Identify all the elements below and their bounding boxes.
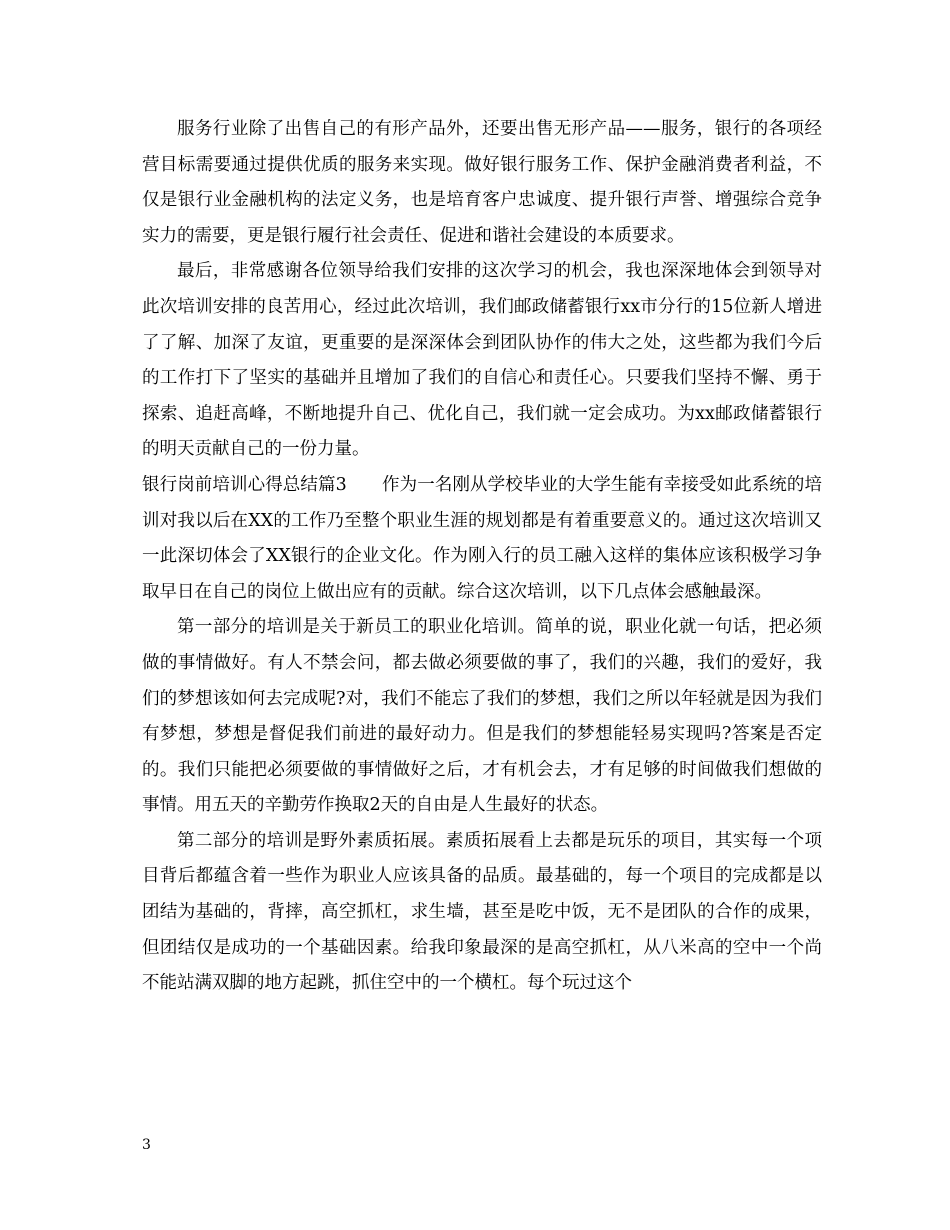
paragraph-professional-training: 第一部分的培训是关于新员工的职业化培训。简单的说，职业化就一句话，把必须做的事情做好。有人不禁会问，都去做必须要做的事了，我们的兴趣，我们的爱好，我们的梦想该如何去完成呢?对，我们不能忘了我们的梦想，我们之所以年轻就是因为我们有梦想，梦想是督促我们前进的最好动力。但是我们的梦想能轻易实现吗?答案是否定的。我们只能把必须要做的事情做好之后，才有机会去，才有足够的时间做我们想做的事情。用五天的辛勤劳作换取2天的自由是人生最好的状态。 [142, 617, 822, 816]
paragraph-part3-intro: 银行岗前培训心得总结篇3 作为一名刚从学校毕业的大学生能有幸接受如此系统的培训对我以后在XX的工作乃至整个职业生涯的规划都是有着重要意义的。通过这次培训又一此深切体会了XX银行的企业文化。作为刚入行的员工融入这样的集体应该积极学习争取早日在自己的岗位上做出应有的贡献。综合这次培训，以下几点体会感触最深。 [142, 474, 822, 602]
paragraph-outdoor-training: 第二部分的培训是野外素质拓展。素质拓展看上去都是玩乐的项目，其实每一个项目背后都蕴含着一些作为职业人应该具备的品质。最基础的，每一个项目的完成都是以团结为基础的，背摔，高空抓杠，求生墙，甚至是吃中饭，无不是团队的合作的成果，但团结仅是成功的一个基础因素。给我印象最深的是高空抓杠，从八米高的空中一个尚不能站满双脚的地方起跳，抓住空中的一个横杠。每个玩过这个 [142, 830, 822, 994]
paragraph-service-industry: 服务行业除了出售自己的有形产品外，还要出售无形产品——服务，银行的各项经营目标需要通过提供优质的服务来实现。做好银行服务工作、保护金融消费者利益，不仅是银行业金融机构的法定义务，也是培育客户忠诚度、提升银行声誉、增强综合竞争实力的需要，更是银行履行社会责任、促进和谐社会建设的本质要求。 [142, 119, 822, 246]
document-body [142, 112, 822, 1002]
page-number: 3 [142, 1137, 151, 1153]
paragraph-thanks: 最后，非常感谢各位领导给我们安排的这次学习的机会，我也深深地体会到领导对此次培训安排的良苦用心，经过此次培训，我们邮政储蓄银行xx市分行的15位新人增进了了解、加深了友谊，更重要的是深深体会到团队协作的伟大之处，这些都为我们今后的工作打下了坚实的基础并且增加了我们的自信心和责任心。只要我们坚持不懈、勇于探索、追赶高峰，不断地提升自己、优化自己，我们就一定会成功。为xx邮政储蓄银行的明天贡献自己的一份力量。 [142, 261, 822, 460]
